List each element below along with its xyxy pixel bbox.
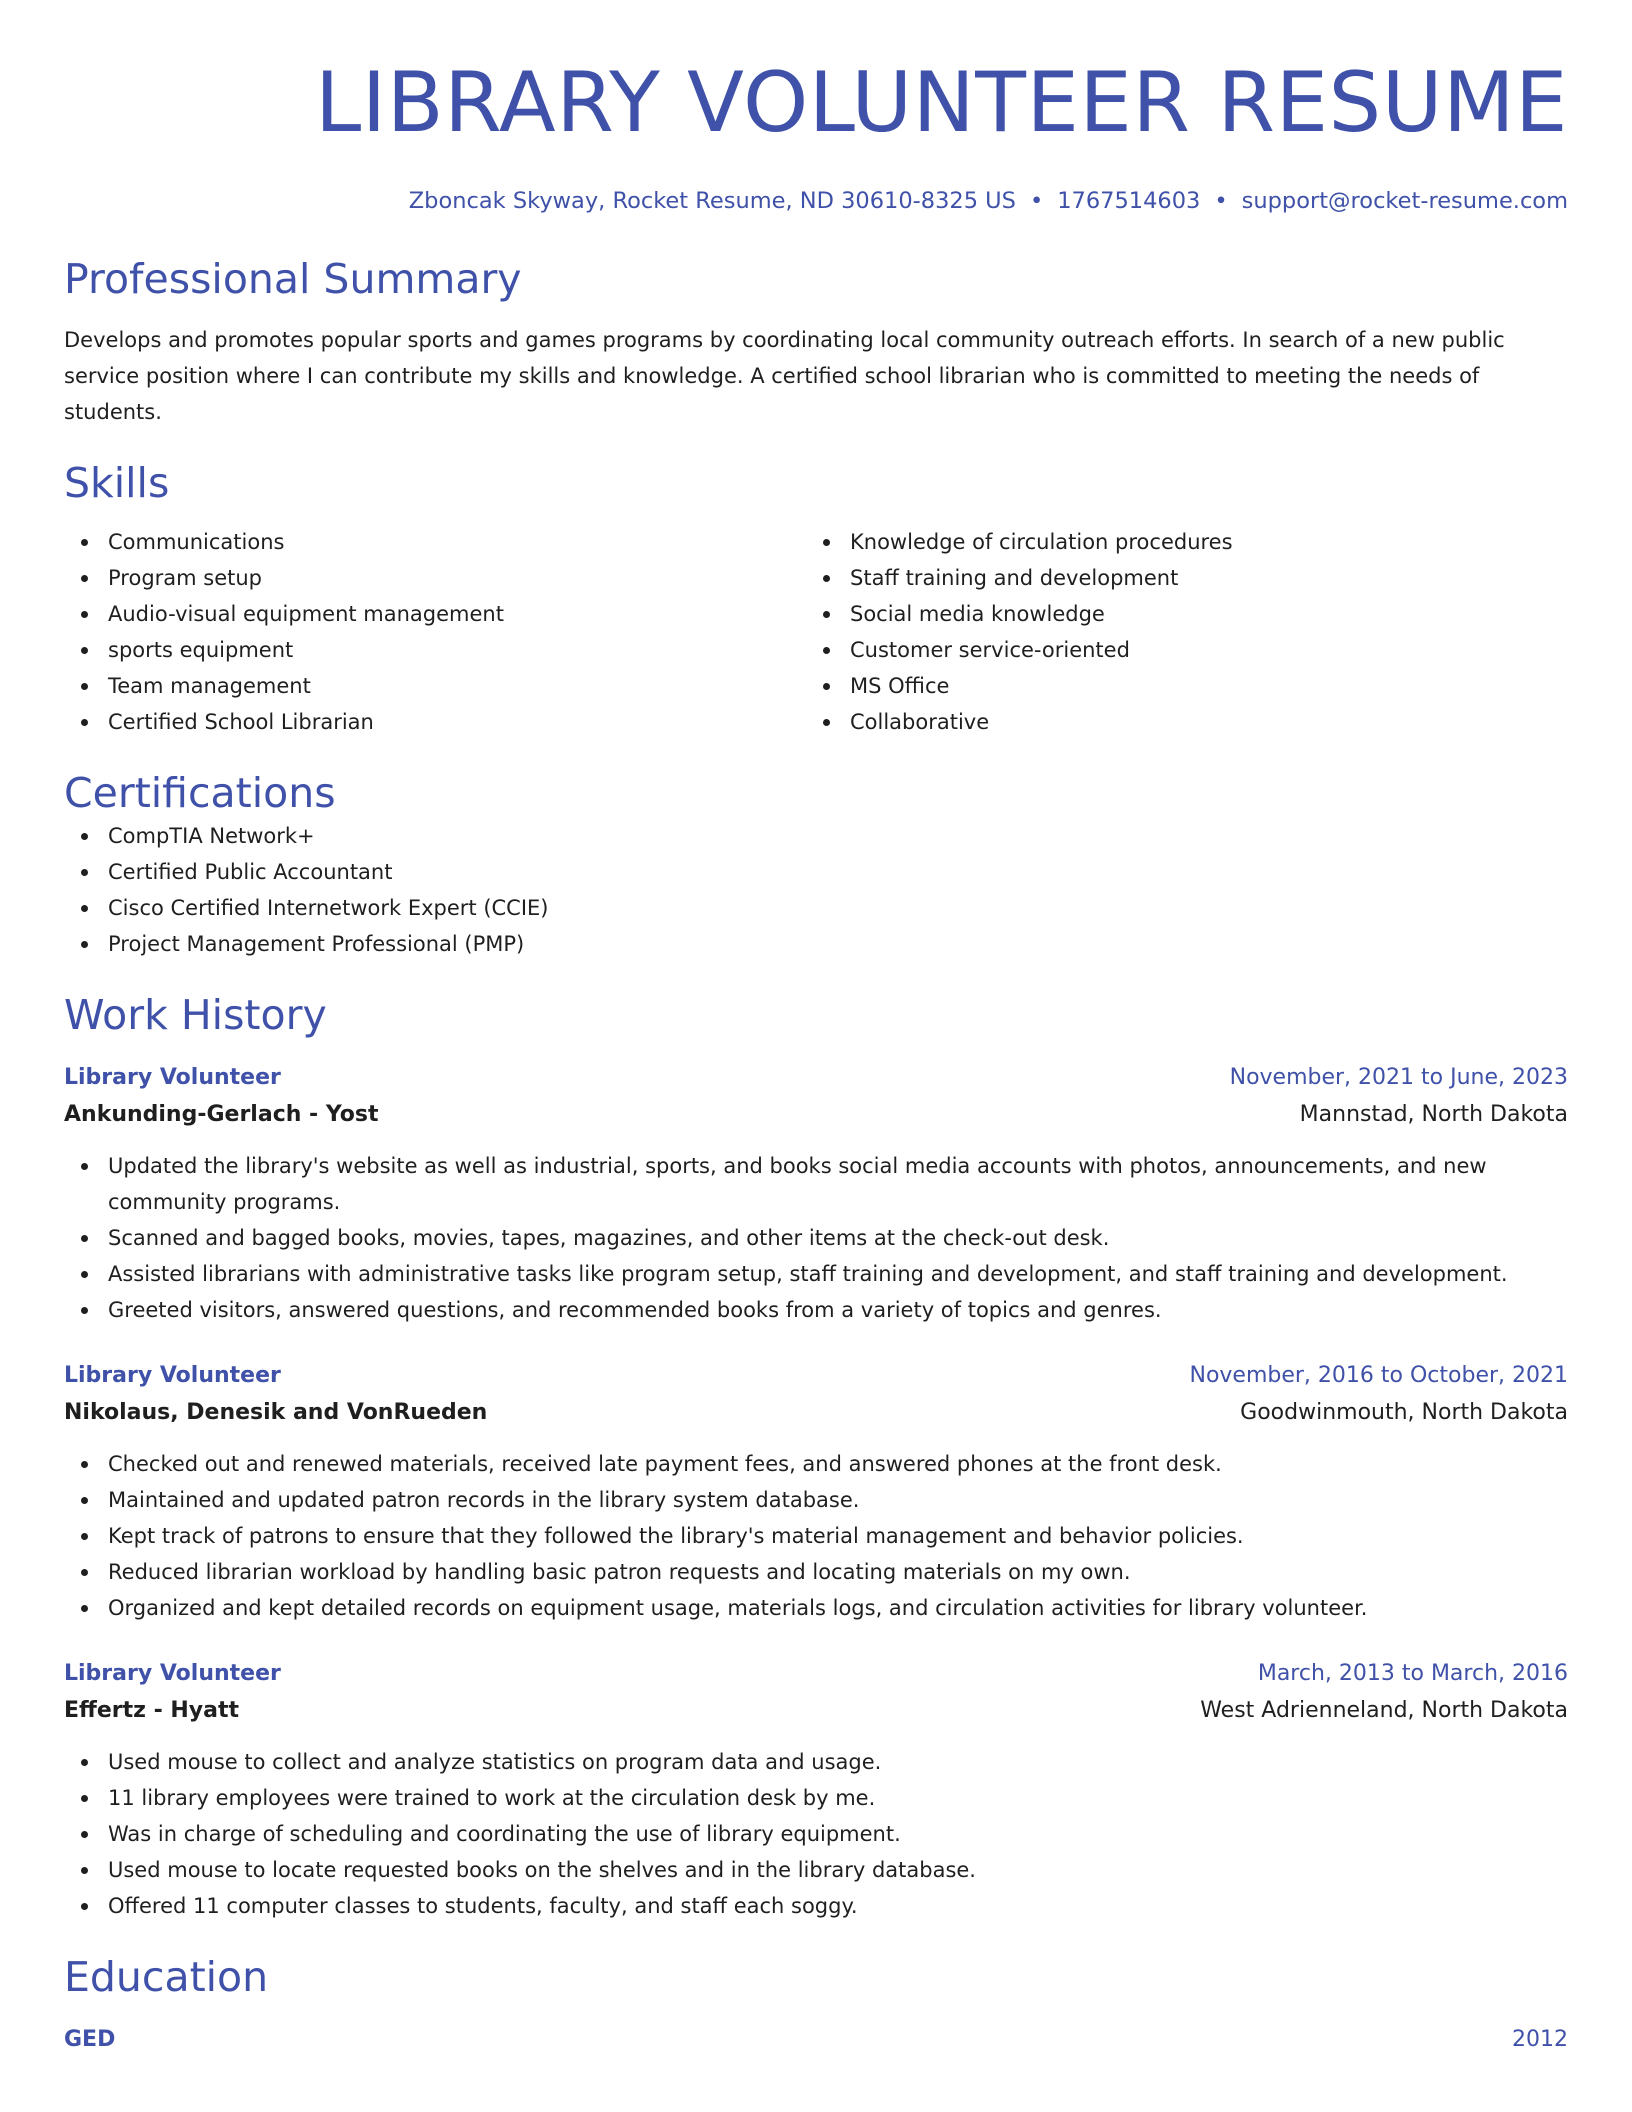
- contact-separator: •: [1029, 188, 1044, 214]
- job-title: Library Volunteer: [64, 1363, 281, 1388]
- job-entry: [64, 1060, 1568, 1328]
- contact-phone: 1767514603: [1057, 188, 1201, 214]
- job-duty: Used mouse to collect and analyze statistics on program data and usage.: [64, 1744, 1568, 1780]
- skill-item: Collaborative: [806, 704, 1548, 740]
- job-duty: Used mouse to locate requested books on the shelves and in the library database.: [64, 1852, 1568, 1888]
- skills-list-right: [806, 524, 1548, 740]
- job-duty: Was in charge of scheduling and coordinating the use of library equipment.: [64, 1816, 1568, 1852]
- skill-item: Communications: [64, 524, 806, 560]
- education-heading: Education: [64, 1953, 269, 2001]
- certification-item: Certified Public Accountant: [64, 854, 1568, 890]
- certifications-section: [64, 768, 1568, 962]
- job-company: Nikolaus, Denesik and VonRueden: [64, 1400, 488, 1425]
- skill-item: Knowledge of circulation procedures: [806, 524, 1548, 560]
- contact-separator: •: [1214, 188, 1228, 214]
- job-duty: Kept track of patrons to ensure that they followed the library's material management and behavior policies.: [64, 1518, 1568, 1554]
- job-duty: Maintained and updated patron records in the library system database.: [64, 1482, 1568, 1518]
- job-location: West Adrienneland, North Dakota: [1200, 1698, 1568, 1723]
- education-section: [64, 1952, 1568, 2058]
- certifications-heading: Certifications: [64, 769, 336, 817]
- job-duty: Updated the library's website as well as industrial, sports, and books social media accounts with photos, announcements, and new community programs.: [64, 1148, 1568, 1220]
- job-company: Effertz - Hyatt: [64, 1698, 240, 1723]
- contact-address: Zboncak Skyway, Rocket Resume, ND 30610-8325 US: [408, 188, 1016, 214]
- job-duty: Greeted visitors, answered questions, and recommended books from a variety of topics and genres.: [64, 1292, 1568, 1328]
- resume-title: LIBRARY VOLUNTEER RESUME: [314, 54, 1568, 151]
- education-year: 2012: [1512, 2027, 1568, 2052]
- resume-page: [64, 0, 1568, 2058]
- job-duties-list: [64, 1148, 1568, 1328]
- certifications-list: [64, 818, 1568, 962]
- skills-columns: [64, 524, 1568, 740]
- job-duties-list: [64, 1744, 1568, 1924]
- skill-item: Customer service-oriented: [806, 632, 1548, 668]
- skill-item: sports equipment: [64, 632, 806, 668]
- certification-item: Project Management Professional (PMP): [64, 926, 1568, 962]
- job-company: Ankunding-Gerlach - Yost: [64, 1102, 379, 1127]
- summary-heading: Professional Summary: [64, 255, 522, 303]
- job-title: Library Volunteer: [64, 1065, 281, 1090]
- skills-section: [64, 458, 1568, 740]
- skill-item: Certified School Librarian: [64, 704, 806, 740]
- education-degree: GED: [64, 2027, 116, 2052]
- skill-item: Team management: [64, 668, 806, 704]
- summary-text: Develops and promotes popular sports and games programs by coordinating local community outreach efforts. In search of a new public service position where I can contribute my skills and knowledge. A certified school librarian who is committed to meeting the needs of students.: [64, 328, 1505, 424]
- job-location: Mannstad, North Dakota: [1299, 1102, 1568, 1127]
- job-dates: November, 2016 to October, 2021: [1189, 1363, 1568, 1388]
- job-location: Goodwinmouth, North Dakota: [1240, 1400, 1568, 1425]
- job-entry: [64, 1358, 1568, 1626]
- skill-item: Program setup: [64, 560, 806, 596]
- job-duty: Scanned and bagged books, movies, tapes, magazines, and other items at the check-out desk.: [64, 1220, 1568, 1256]
- job-dates: November, 2021 to June, 2023: [1229, 1065, 1568, 1090]
- work-history-section: [64, 990, 1568, 1924]
- skills-heading: Skills: [64, 459, 170, 507]
- skill-item: Staff training and development: [806, 560, 1548, 596]
- certification-item: CompTIA Network+: [64, 818, 1568, 854]
- skill-item: MS Office: [806, 668, 1548, 704]
- job-duty: Reduced librarian workload by handling basic patron requests and locating materials on my own.: [64, 1554, 1568, 1590]
- job-entry: [64, 1656, 1568, 1924]
- contact-email: support@rocket-resume.com: [1241, 188, 1568, 214]
- skill-item: Social media knowledge: [806, 596, 1548, 632]
- job-duty: 11 library employees were trained to work at the circulation desk by me.: [64, 1780, 1568, 1816]
- job-duty: Organized and kept detailed records on equipment usage, materials logs, and circulation activities for library volunteer.: [64, 1590, 1568, 1626]
- job-duty: Assisted librarians with administrative tasks like program setup, staff training and development, and staff training and development.: [64, 1256, 1568, 1292]
- job-dates: March, 2013 to March, 2016: [1257, 1661, 1568, 1686]
- summary-section: [64, 254, 1568, 430]
- certification-item: Cisco Certified Internetwork Expert (CCIE): [64, 890, 1568, 926]
- skills-list-left: [64, 524, 806, 740]
- education-entry: [64, 2022, 1568, 2058]
- job-title: Library Volunteer: [64, 1661, 281, 1686]
- skill-item: Audio-visual equipment management: [64, 596, 806, 632]
- job-duties-list: [64, 1446, 1568, 1626]
- work-history-heading: Work History: [64, 991, 327, 1039]
- contact-line: [64, 186, 1568, 216]
- job-duty: Offered 11 computer classes to students, faculty, and staff each soggy.: [64, 1888, 1568, 1924]
- job-duty: Checked out and renewed materials, received late payment fees, and answered phones at the front desk.: [64, 1446, 1568, 1482]
